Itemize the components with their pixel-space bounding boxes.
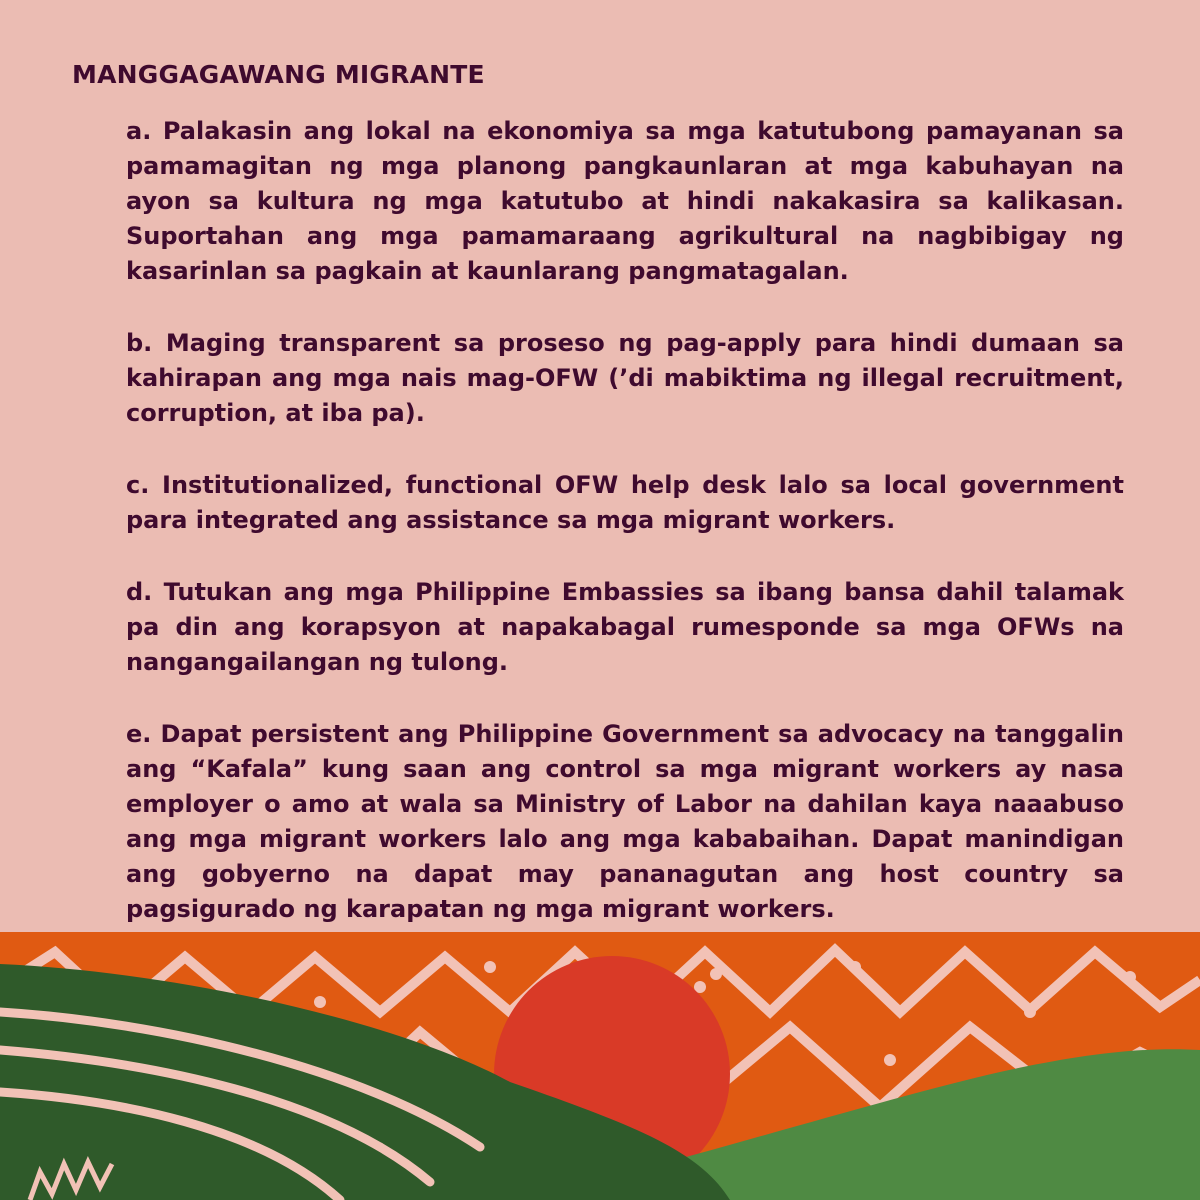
- list-item: e. Dapat persistent ang Philippine Government sa advocacy na tanggalin ang “Kafala” kung saan ang control sa mga migrant workers ay nasa employer o amo at wala sa Ministry of Labor na dahilan kaya naaabuso ang mga migrant workers lalo ang mga kababaihan. Dapat manindigan ang gobyerno na dapat may pananagutan ang host country sa pagsigurado ng karapatan ng mga migrant workers.: [126, 720, 1124, 923]
- list-item: a. Palakasin ang lokal na ekonomiya sa mga katutubong pamayanan sa pamamagitan ng mga planong pangkaunlaran at mga kabuhayan na ayon sa kultura ng mga katutubo at hindi nakakasira sa kalikasan. Suportahan ang mga pamamaraang agrikultural na nagbibigay ng kasarinlan sa pagkain at kaunlarang pangmatagalan.: [126, 117, 1124, 285]
- list-item: b. Maging transparent sa proseso ng pag-apply para hindi dumaan sa kahirapan ang mga nais mag-OFW (’di mabiktima ng illegal recruitment, corruption, at iba pa).: [126, 329, 1124, 427]
- decorative-landscape: [0, 932, 1200, 1200]
- recommendation-list: [126, 114, 1124, 964]
- list-item: c. Institutionalized, functional OFW help desk lalo sa local government para integrated ang assistance sa mga migrant workers.: [126, 471, 1124, 534]
- page-title: MANGGAGAWANG MIGRANTE: [72, 60, 485, 89]
- list-item: d. Tutukan ang mga Philippine Embassies sa ibang bansa dahil talamak pa din ang korapsyon at napakabagal rumesponde sa mga OFWs na nangangailangan ng tulong.: [126, 578, 1124, 676]
- landscape-illustration: [0, 932, 1200, 1200]
